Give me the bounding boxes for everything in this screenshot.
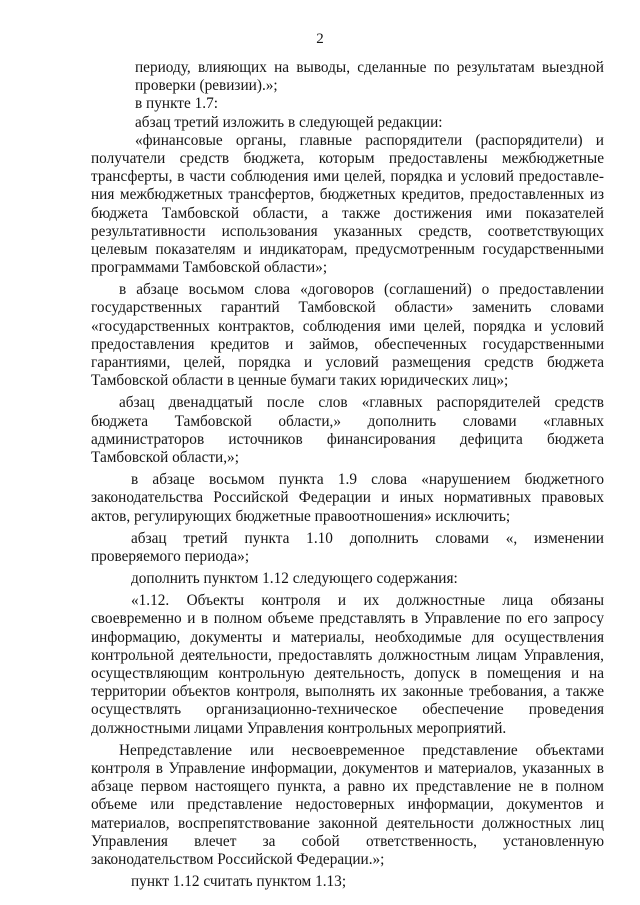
text-line: проверки (ревизии).»; (135, 77, 278, 95)
text-line: получатели средств бюджета, которым предоставлены межбюджетные (91, 149, 604, 167)
text-line: территории объектов контроля, выполнять их законные требования, а также (91, 683, 604, 701)
page-number: 2 (316, 31, 324, 47)
text-line: бюджета Тамбовской области,» дополнить словами «главных (91, 412, 604, 430)
text-line: предоставления кредитов и займов, обеспеченных государственными (91, 335, 604, 353)
text-line: Тамбовской области,»; (91, 448, 239, 466)
text-line: Тамбовской области в ценные бумаги таких юридических лиц»; (91, 372, 509, 390)
text-line: абзаце первом настоящего пункта, а равно их представление не в полном (91, 778, 604, 796)
text-line: осуществлять организационно-техническое обеспечение проведения (91, 701, 604, 719)
text-line: материалов, воспрепятствование законной деятельности должностных лиц (91, 814, 604, 832)
text-line: ния межбюджетных трансфертов, бюджетных кредитов, предоставленных из (91, 186, 604, 204)
text-line: периоду, влияющих на выводы, сделанные по результатам выездной (135, 59, 604, 76)
text-line: Управления влечет за собой ответственность, установленную (91, 832, 604, 850)
text-line: в пункте 1.7: (135, 95, 218, 113)
text-line: Непредставление или несвоевременное представление объектами (119, 741, 604, 759)
text-line: трансферты, в части соблюдения ими целей, порядка и условий предоставле- (91, 168, 604, 186)
text-line: дополнить пунктом 1.12 следующего содержания: (131, 570, 458, 588)
text-line: целевым показателям и индикаторам, предусмотренным государственными (91, 240, 604, 258)
text-line: контрольной деятельности, предоставлять должностным лицам Управления, (91, 646, 604, 664)
text-line: бюджета Тамбовской области, а также достижения ими показателей (91, 204, 604, 222)
text-line: абзац двенадцатый после слов «главных распорядителей средств (119, 394, 604, 412)
text-line: «1.12. Объекты контроля и их должностные лица обязаны (131, 592, 604, 610)
text-line: должностными лицами Управления контрольных мероприятий. (91, 719, 507, 737)
text-line: гарантиями, целей, порядка и условий размещения средств бюджета (91, 354, 604, 371)
text-line: «государственных контрактов, соблюдения ими целей, порядка и условий (91, 317, 604, 335)
text-line: проверяемого периода»; (91, 547, 250, 565)
text-line: информацию, документы и материалы, необходимые для осуществления (91, 628, 604, 646)
text-line: результативности использования указанных средств, соответствующих (91, 222, 604, 240)
text-line: государственных гарантий Тамбовской области» заменить словами (91, 299, 604, 317)
text-line: абзац третий изложить в следующей редакции: (135, 113, 443, 131)
document-body (91, 59, 604, 891)
text-line: абзац третий пункта 1.10 дополнить словами «, изменении (131, 529, 604, 547)
text-line: в абзаце восьмом слова «договоров (соглашений) о предоставлении (119, 281, 604, 299)
text-line: законодательством Российской Федерации.»; (91, 850, 385, 868)
text-line: законодательства Российской Федерации и иных нормативных правовых (91, 489, 604, 507)
text-line: в абзаце восьмом пункта 1.9 слова «нарушением бюджетного (131, 471, 604, 489)
text-line: администраторов источников финансирования дефицита бюджета (91, 430, 604, 448)
text-line: осуществляющим контрольную деятельность, допуск в помещения и на (91, 665, 604, 682)
text-line: своевременно и в полном объеме представлять в Управление по его запросу (91, 610, 604, 628)
text-line: программами Тамбовской области»; (91, 259, 328, 277)
text-line: пункт 1.12 считать пунктом 1.13; (131, 873, 347, 891)
text-line: объеме или представление недостоверных информации, документов и (91, 796, 604, 814)
text-line: контроля в Управление информации, документов и материалов, указанных в (91, 759, 604, 777)
text-line: актов, регулирующих бюджетные правоотношения» исключить; (91, 507, 511, 525)
text-line: «финансовые органы, главные распорядители (распорядители) и (135, 131, 604, 149)
